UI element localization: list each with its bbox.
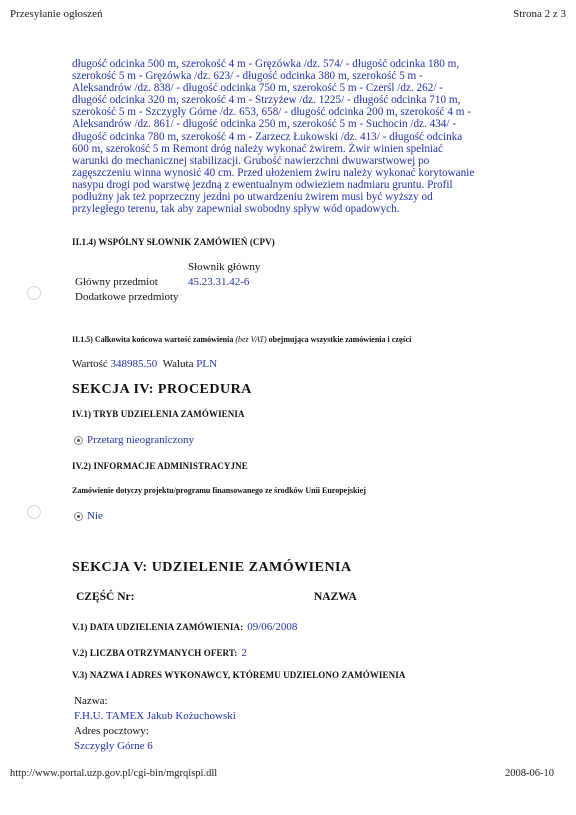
page-number: Strona 2 z 3 xyxy=(513,8,566,20)
value-amount-label: Wartość xyxy=(72,358,108,370)
page-header-title: Przesyłanie ogłoszeń xyxy=(10,8,103,20)
radio-selected-icon xyxy=(74,512,83,521)
value-heading-rest: obejmująca wszystkie zamówienia i części xyxy=(266,335,412,344)
value-heading-main: II.1.5) Całkowita końcowa wartość zamówienia xyxy=(72,335,236,344)
address-label: Adres pocztowy: xyxy=(74,725,149,737)
value-currency: PLN xyxy=(196,358,218,370)
contractor-name-value: F.H.U. TAMEX Jakub Kożuchowski xyxy=(74,710,236,722)
section4-admin-heading: IV.2) INFORMACJE ADMINISTRACYJNE xyxy=(72,461,248,471)
cpv-extra-label: Dodatkowe przedmioty xyxy=(75,291,179,303)
description-line: zagęszczeniu winna wynosić 40 cm. Przed ułożeniem żwiru należy wykonać korytowanie xyxy=(72,166,475,179)
cpv-column-header: Słownik główny xyxy=(188,261,261,273)
footer-date: 2008-06-10 xyxy=(505,768,554,779)
description-line: długość odcinka 780 m, szerokość 4 m - Zarzecz Łukowski /dz. 413/ - długość odcinka xyxy=(72,130,463,143)
value-heading xyxy=(72,335,411,344)
description-line: szerokość 5 m - Szczygły Górne /dz. 653, 658/ - długość odcinka 200 m, szerokość 4 m - xyxy=(72,106,471,119)
value-row xyxy=(72,358,217,370)
eu-question: Zamówienie dotyczy projektu/programu finansowanego ze środków Unii Europejskiej xyxy=(72,486,366,495)
eu-answer: Nie xyxy=(87,510,103,522)
description-paragraph xyxy=(72,58,492,215)
description-line: Aleksandrów /dz. 861/ - długość odcinka 250 m, szerokość 5 m - Suchocin /dz. 434/ - xyxy=(72,118,457,131)
section4-title: SEKCJA IV: PROCEDURA xyxy=(72,382,252,397)
offers-label: V.2) LICZBA OTRZYMANYCH OFERT: xyxy=(72,648,238,658)
cpv-heading: II.1.4) WSPÓLNY SŁOWNIK ZAMÓWIEŃ (CPV) xyxy=(72,237,275,247)
value-heading-vat: (bez VAT) xyxy=(235,335,267,344)
description-line: szerokość 5 m - Gręzówka /dz. 623/ - długość odcinka 380 m, szerokość 5 m - xyxy=(72,70,423,83)
eu-option xyxy=(74,510,103,522)
description-line: długość odcinka 320 m, szerokość 4 m - Strzyżew /dz. 1225/ - długość odcinka 710 m, xyxy=(72,94,461,107)
mode-value: Przetarg nieograniczony xyxy=(87,434,195,446)
address-value: Szczygły Górne 6 xyxy=(74,740,153,752)
mode-option xyxy=(74,434,194,446)
cpv-main-code: 45.23.31.42-6 xyxy=(188,276,250,288)
contractor-name-label: Nazwa: xyxy=(74,695,108,707)
footer-url: http://www.portal.uzp.gov.pl/cgi-bin/mgrqispi.dll xyxy=(10,768,218,779)
description-line: warunki do mechanicznej stabilizacji. Grubość nawierzchni dwuwarstwowej po xyxy=(72,154,430,167)
award-date-row xyxy=(72,617,297,635)
radio-selected-icon xyxy=(74,436,83,445)
punch-hole-icon xyxy=(27,505,41,519)
offers-value: 2 xyxy=(241,647,247,659)
value-amount: 348985.50 xyxy=(110,358,158,370)
award-date-value: 09/06/2008 xyxy=(247,621,298,633)
offers-row xyxy=(72,643,247,661)
part-label: CZĘŚĆ Nr: xyxy=(76,591,135,603)
punch-hole-icon xyxy=(27,286,41,300)
description-line: długość odcinka 500 m, szerokość 4 m - Gręzówka /dz. 574/ - długość odcinka 180 m, xyxy=(72,58,460,70)
name-label: NAZWA xyxy=(314,591,357,603)
description-line: podłużny jak też poprzeczny jezdni po utwardzeniu żwirem musi być wyższy od xyxy=(72,191,433,204)
value-currency-label: Waluta xyxy=(162,358,194,370)
contractor-heading: V.3) NAZWA I ADRES WYKONAWCY, KTÓREMU UDZIELONO ZAMÓWIENIA xyxy=(72,670,406,680)
description-line: przyległego terenu, tak aby zapewniał swobodny spływ wód opadowych. xyxy=(72,203,400,216)
section5-title: SEKCJA V: UDZIELENIE ZAMÓWIENIA xyxy=(72,560,352,575)
description-line: Aleksandrów /dz. 838/ - długość odcinka 750 m, szerokość 5 m - Czerśl /dz. 262/ - xyxy=(72,82,443,95)
description-line: nasypu drogi pod warstwę jezdną z ewentualnym odwieziem nadmiaru gruntu. Profil xyxy=(72,178,453,191)
award-date-label: V.1) DATA UDZIELENIA ZAMÓWIENIA: xyxy=(72,622,244,632)
cpv-main-label: Główny przedmiot xyxy=(75,276,158,288)
section4-mode-heading: IV.1) TRYB UDZIELENIA ZAMÓWIENIA xyxy=(72,409,245,419)
description-line: 600 m, szerokość 5 m Remont dróg należy wykonać żwirem. Żwir winien spełniać xyxy=(72,142,443,155)
